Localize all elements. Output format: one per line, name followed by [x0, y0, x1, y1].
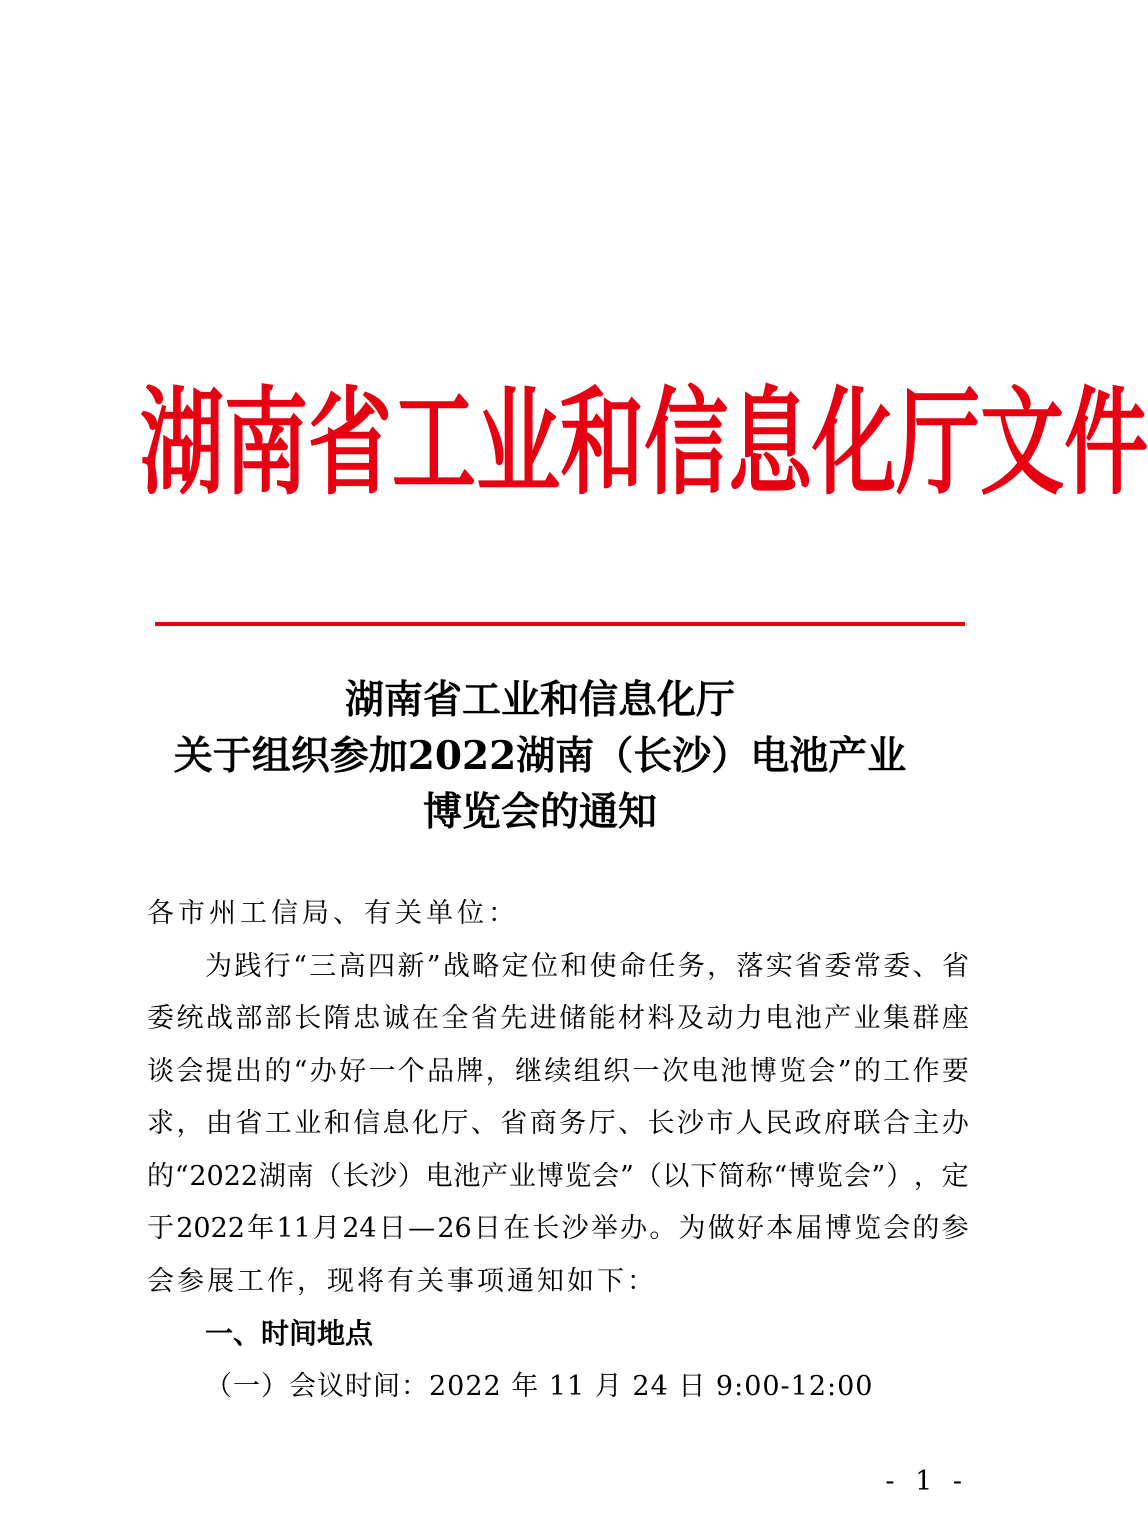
- masthead-title: [140, 375, 1148, 511]
- page-number: - 1 -: [885, 1466, 968, 1497]
- masthead-char: 息: [728, 375, 813, 511]
- paragraph-line: 于 2022 年 11 月 24 日 — 26 日 在 长 沙 举 办 。 为 做 好 本 届 博 览 会 的 参: [147, 1213, 969, 1244]
- document-title: [120, 672, 960, 840]
- title-line-2: 关于组织参加2022湖南（长沙）电池产业: [173, 733, 907, 779]
- paragraph-line: 会参展工作，现将有关事项通知如下：: [147, 1265, 657, 1297]
- document-body: [147, 888, 969, 1413]
- masthead-char: 和: [560, 375, 645, 511]
- title-line-1: 湖南省工业和信息化厅: [344, 677, 735, 723]
- masthead-char: 业: [476, 375, 561, 511]
- salutation: 各市州工信局、有关单位：: [147, 898, 519, 929]
- masthead-char: 湖: [140, 375, 225, 511]
- masthead-char: 文: [980, 375, 1065, 511]
- masthead-char: 信: [644, 375, 729, 511]
- masthead-char: 省: [308, 375, 393, 511]
- sub-item-meeting-time: （一）会议时间：2022 年 11 月 24 日 9:00-12:00: [205, 1370, 874, 1402]
- paragraph-line: 为 践 行 “ 三 高 四 新 ” 战 略 定 位 和 使 命 任 务 ， 落 实 省 委 常 委 、 省: [205, 950, 969, 982]
- masthead-char: 化: [812, 375, 897, 511]
- masthead-char: 南: [224, 375, 309, 511]
- paragraph-line: 求 ， 由 省 工 业 和 信 息 化 厅 、 省 商 务 厅 、 长 沙 市 人 民 政 府 联 合 主 办: [147, 1108, 969, 1139]
- title-line-3: 博览会的通知: [422, 789, 657, 835]
- paragraph-line: 委 统 战 部 部 长 隋 忠 诚 在 全 省 先 进 储 能 材 料 及 动 力 电 池 产 业 集 群 座: [147, 1003, 969, 1034]
- red-divider-line: [155, 622, 965, 626]
- paragraph-line: 的 “ 2022 湖 南 （ 长 沙 ） 电 池 产 业 博 览 会 ” （ 以 下 简 称 “ 博 览 会 ” ） ， 定: [147, 1160, 969, 1192]
- masthead-char: 工: [392, 375, 477, 511]
- section-heading: 一、时间地点: [205, 1317, 374, 1350]
- paragraph-line: 谈 会 提 出 的 “ 办 好 一 个 品 牌 ， 继 续 组 织 一 次 电 池 博 览 会 ” 的 工 作 要: [147, 1055, 969, 1087]
- masthead-char: 件: [1064, 375, 1148, 511]
- masthead-char: 厅: [896, 375, 981, 511]
